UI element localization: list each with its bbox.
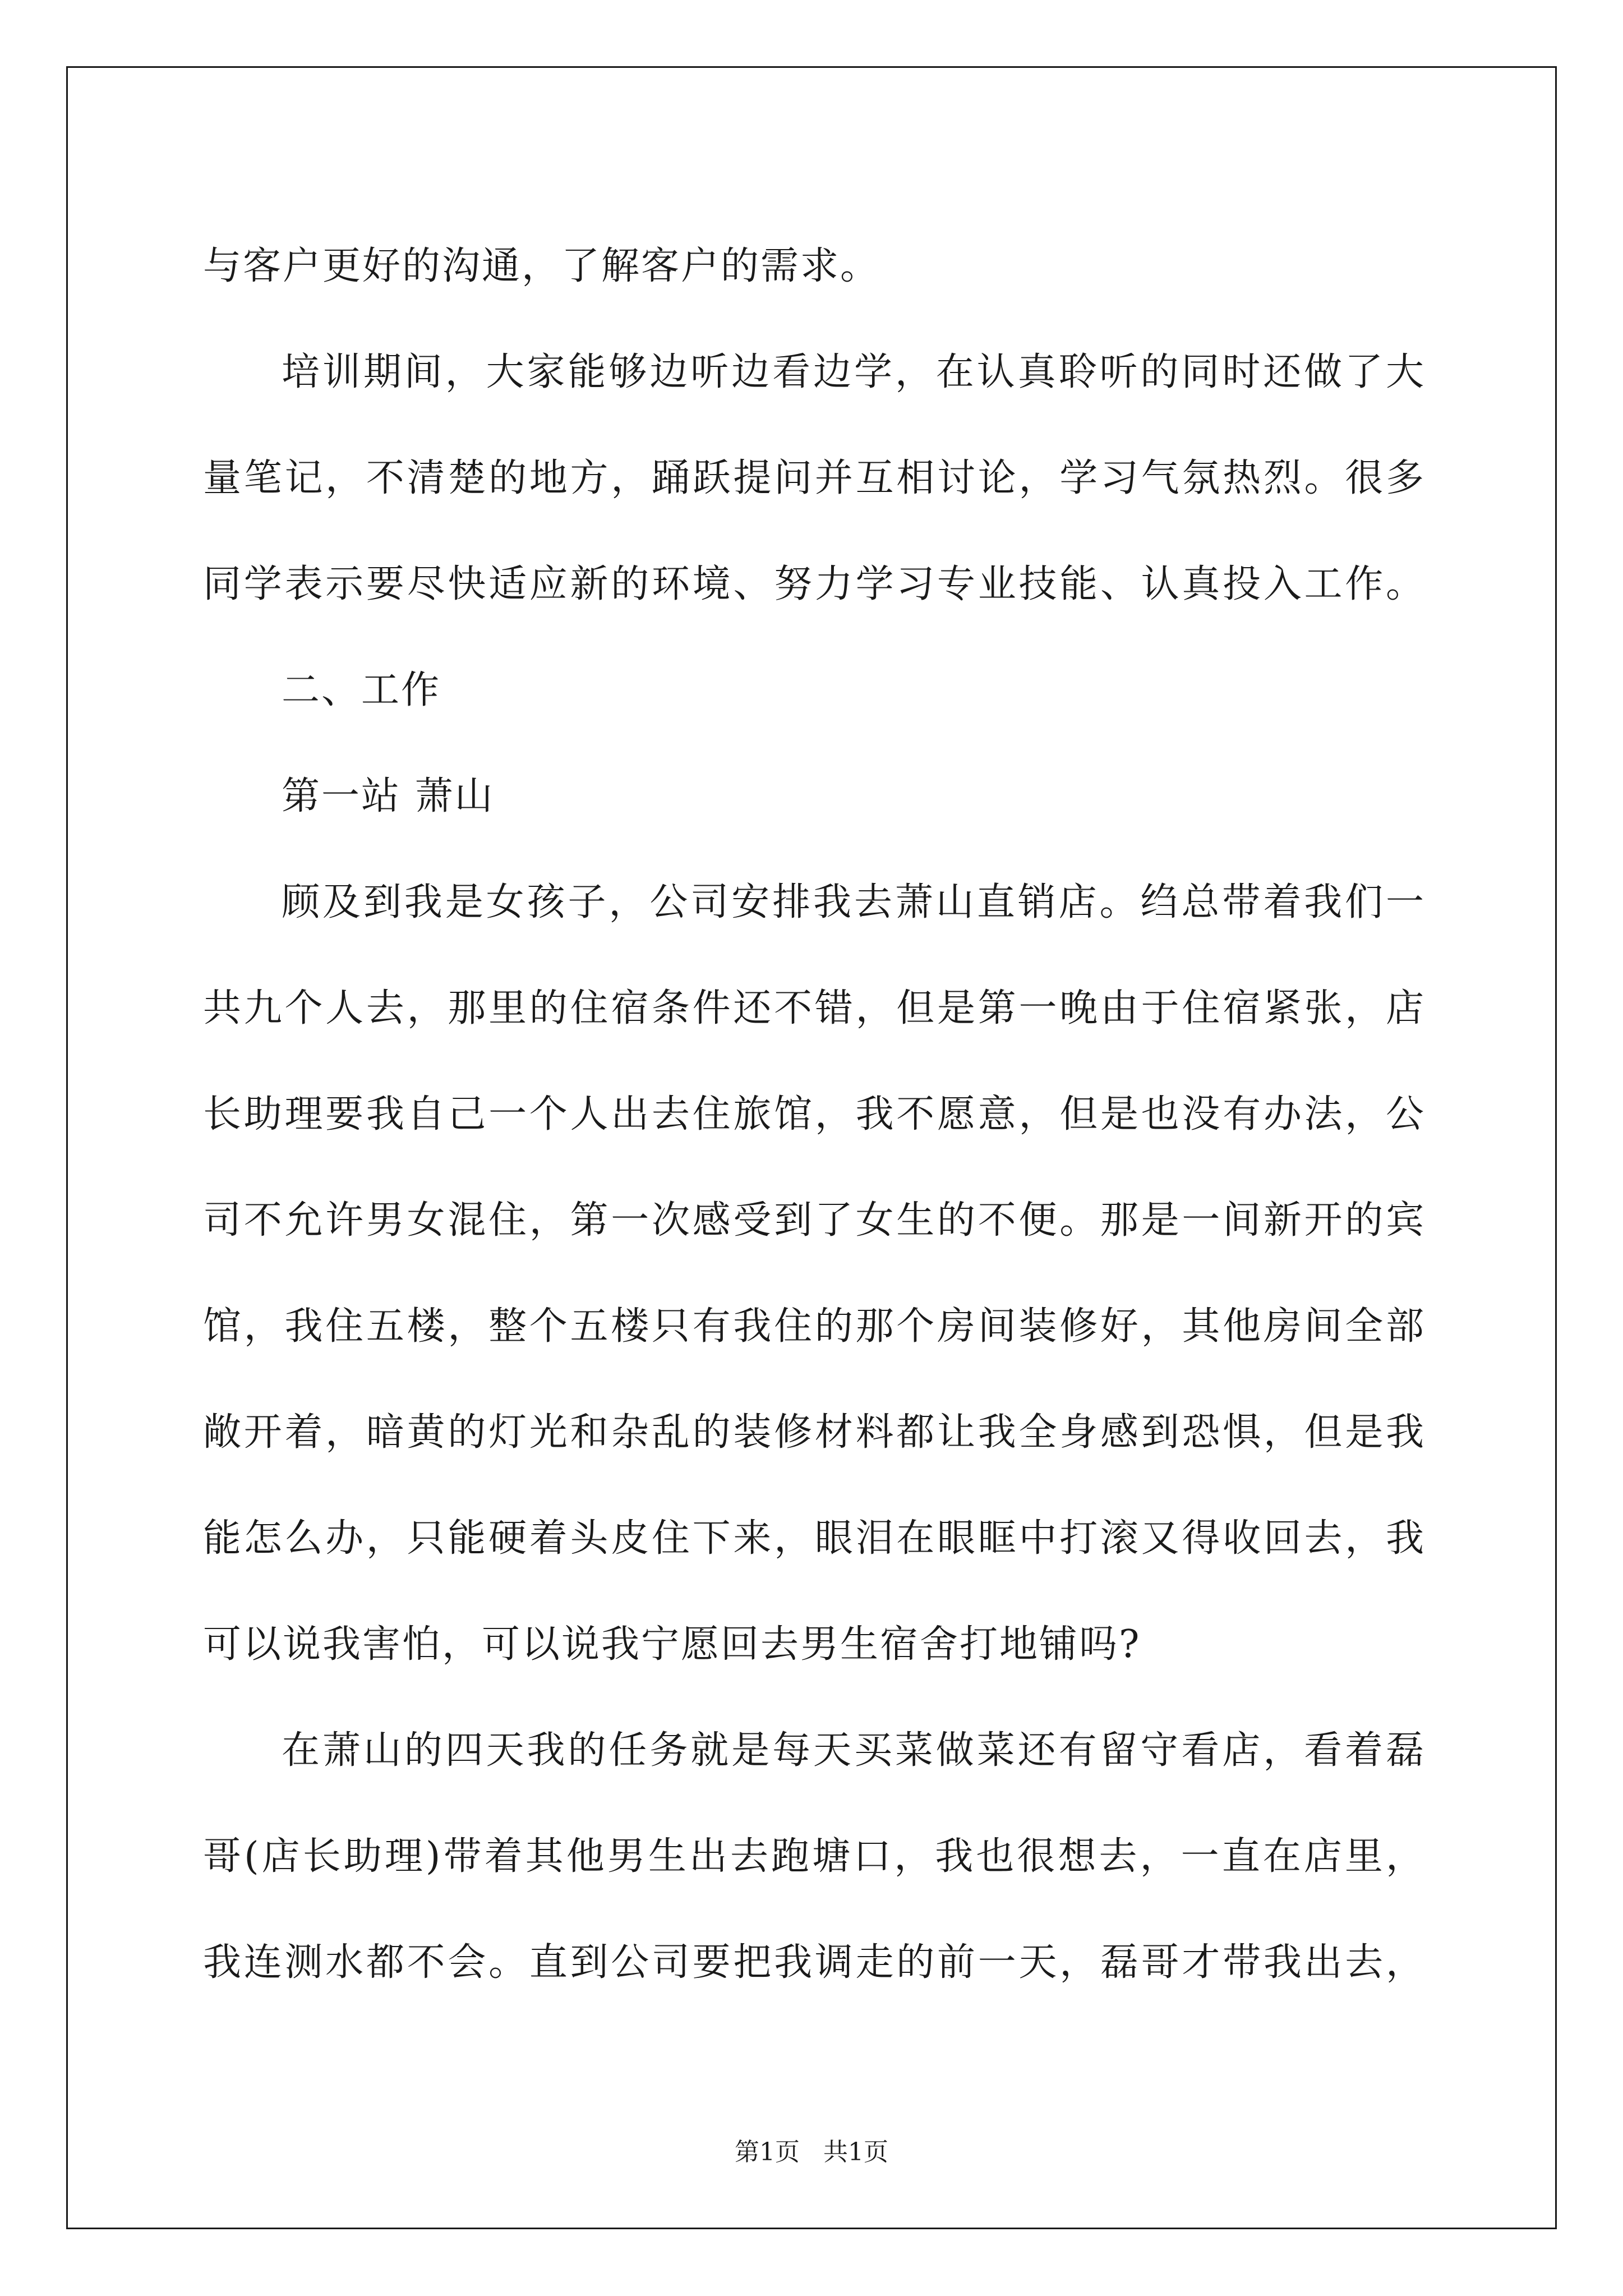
text-line-10: 司不允许男女混住，第一次感受到了女生的不便。那是一间新开的宾: [203, 1198, 1426, 1243]
subheading-first-stop: 第一站 萧山: [282, 774, 495, 818]
page-footer: [0, 2132, 1623, 2168]
text-line-2: 培训期间，大家能够边听边看边学，在认真聆听的同时还做了大: [282, 350, 1426, 394]
text-line-14: 可以说我害怕，可以说我宁愿回去男生宿舍打地铺吗?: [203, 1622, 1141, 1667]
text-line-11: 馆，我住五楼，整个五楼只有我住的那个房间装修好，其他房间全部: [203, 1304, 1426, 1349]
section-heading-work: 二、工作: [282, 668, 441, 712]
text-line-12: 敞开着，暗黄的灯光和杂乱的装修材料都让我全身感到恐惧，但是我: [203, 1410, 1426, 1455]
page-total: 共1页: [823, 2138, 888, 2166]
text-line-13: 能怎么办，只能硬着头皮住下来，眼泪在眼眶中打滚又得收回去，我: [203, 1516, 1426, 1561]
page-number: 第1页: [735, 2138, 800, 2166]
text-line-16: 哥(店长助理)带着其他男生出去跑塘口，我也很想去，一直在店里，: [203, 1834, 1426, 1879]
text-line-4: 同学表示要尽快适应新的环境、努力学习专业技能、认真投入工作。: [203, 562, 1426, 606]
text-line-9: 长助理要我自己一个人出去住旅馆，我不愿意，但是也没有办法，公: [203, 1092, 1426, 1137]
text-line-7: 顾及到我是女孩子，公司安排我去萧山直销店。绉总带着我们一: [282, 880, 1426, 924]
text-line-15: 在萧山的四天我的任务就是每天买菜做菜还有留守看店，看着磊: [282, 1728, 1426, 1773]
text-line-3: 量笔记，不清楚的地方，踊跃提问并互相讨论，学习气氛热烈。很多: [203, 456, 1426, 500]
text-line-17: 我连测水都不会。直到公司要把我调走的前一天，磊哥才带我出去，: [203, 1940, 1426, 1985]
text-line-1: 与客户更好的沟通，了解客户的需求。: [203, 244, 880, 288]
text-line-8: 共九个人去，那里的住宿条件还不错，但是第一晚由于住宿紧张，店: [203, 986, 1426, 1030]
document-body: [203, 213, 1426, 2016]
